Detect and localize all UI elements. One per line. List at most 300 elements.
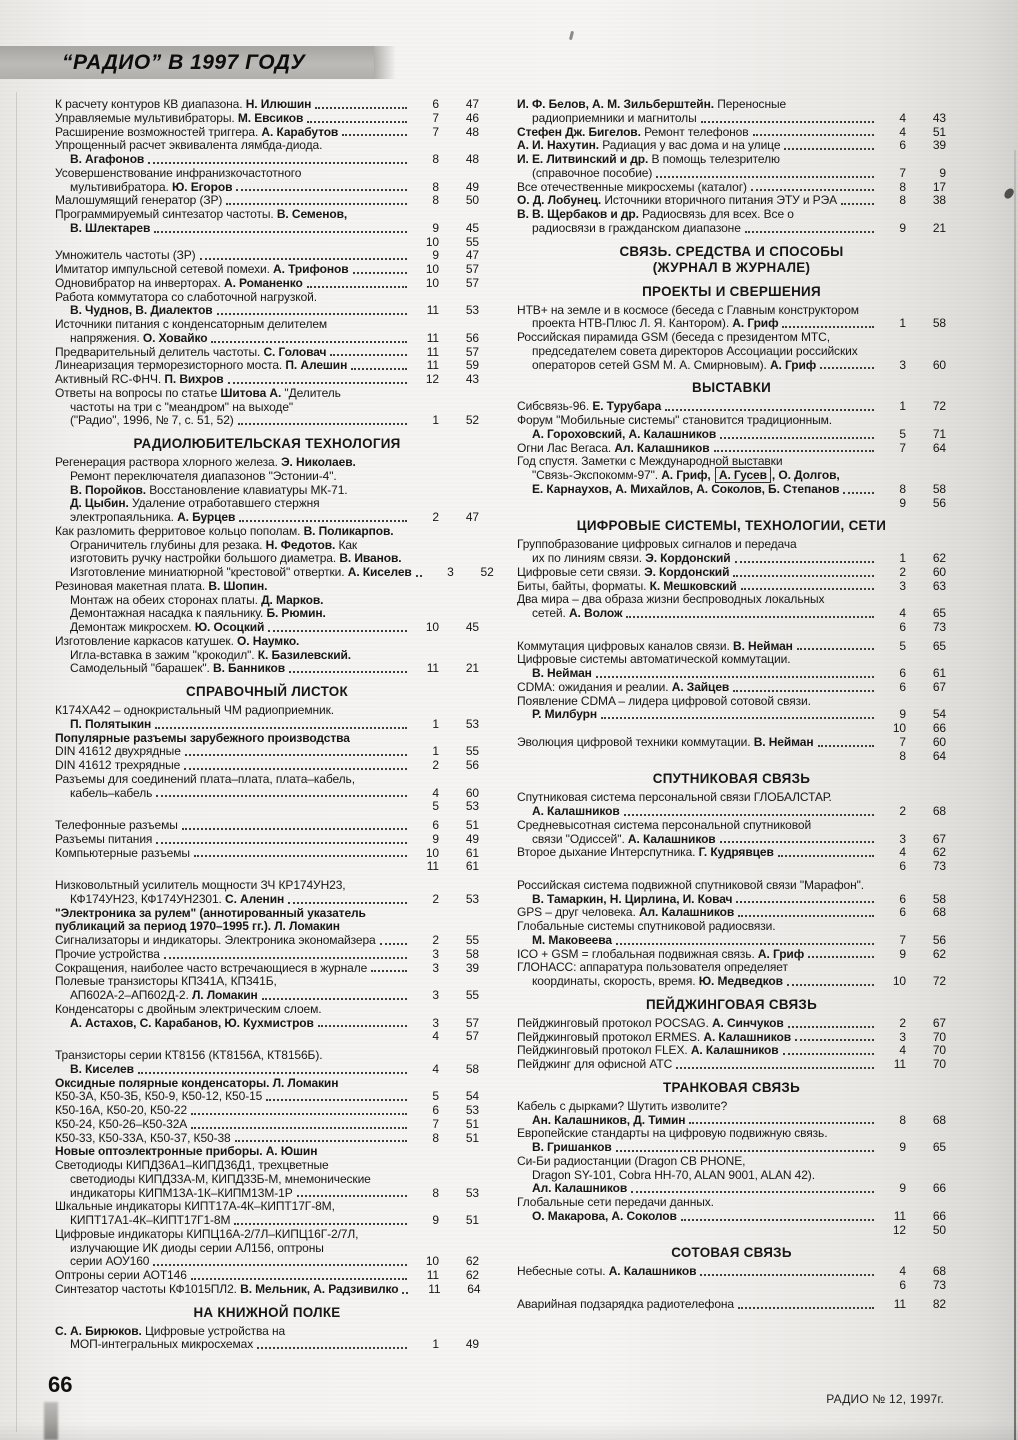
entry-line <box>55 249 479 263</box>
toc-entry <box>55 732 479 746</box>
page-number: 9 <box>939 165 946 180</box>
entry-text: излучающие ИК диоды серии АЛ156, оптроны <box>70 1240 324 1255</box>
issue-number: 5 <box>432 799 439 814</box>
entry-line <box>55 194 479 208</box>
toc-entry <box>55 1104 479 1118</box>
toc-entry <box>55 948 479 962</box>
page-number: 50 <box>932 1222 946 1237</box>
entry-line <box>517 708 946 722</box>
entry-line <box>55 1214 479 1228</box>
entry-text: Си-Би радиостанции (Dragon CB PHONE, <box>517 1153 746 1168</box>
issue-number: 4 <box>899 606 906 620</box>
entry-line <box>55 718 479 732</box>
toc-entry <box>55 1325 479 1353</box>
entry-text: Ответы на вопросы по статье Шитова А. "Делитель <box>55 385 341 400</box>
page-number: 50 <box>465 193 479 208</box>
issue-number: 4 <box>432 1061 439 1076</box>
entry-line <box>55 1118 479 1132</box>
entry-text: Малошумящий генератор (ЗР) <box>55 193 223 208</box>
entry-line <box>517 621 946 635</box>
page-number: 56 <box>465 758 479 772</box>
toc-entry <box>517 139 946 153</box>
page-number: 67 <box>932 831 946 846</box>
leader-space <box>55 800 411 814</box>
entry-line <box>55 934 479 948</box>
page-number: 65 <box>932 638 946 653</box>
section-heading <box>517 244 946 276</box>
dot-leader <box>738 915 874 917</box>
entry-text: ICO + GSM = глобальная подвижная связь. А. Гриф <box>517 946 805 961</box>
page-number: 53 <box>465 716 479 731</box>
entry-text: Конденсаторы с двойным электрическим слоем. <box>55 1001 322 1016</box>
issue-number: 7 <box>899 932 906 947</box>
entry-text: Синтезатор частоты КФ1015ПЛ2. В. Мельник, А. Радзивилко <box>55 1281 399 1296</box>
dot-leader <box>217 313 407 315</box>
entry-line <box>517 208 946 222</box>
entry-text: А. Калашников <box>532 804 620 818</box>
entry-line <box>55 525 479 539</box>
entry-line <box>517 345 946 359</box>
entry-text: операторов сетей GSM М. А. Смирновым). А. Гриф <box>532 357 817 372</box>
toc-entry <box>517 1298 946 1312</box>
dot-leader <box>843 492 874 494</box>
entry-text: Изготовление каркасов катушек. О. Наумко. <box>55 633 300 648</box>
section-heading-line: ПРОЕКТЫ И СВЕРШЕНИЯ <box>642 283 821 299</box>
page-number: 47 <box>465 97 479 111</box>
scan-artifact-streak <box>44 1402 58 1440</box>
toc-entry <box>517 1155 946 1196</box>
scan-artifact-speck <box>569 31 574 40</box>
issue-number: 11 <box>426 661 439 676</box>
toc-entry <box>517 1031 946 1045</box>
entry-line <box>517 1155 946 1169</box>
entry-text: К50-24, К50-26–К50-32А <box>55 1116 188 1131</box>
entry-line <box>517 920 946 934</box>
dot-leader <box>138 1072 407 1074</box>
toc-entry <box>55 1003 479 1044</box>
page-number: 21 <box>932 220 946 235</box>
issue-number: 11 <box>893 1296 906 1311</box>
toc-entry <box>517 304 946 332</box>
entry-line <box>55 318 479 332</box>
entry-line <box>55 277 479 291</box>
page-number-footer: 66 <box>48 1372 73 1397</box>
toc-entry <box>517 126 946 140</box>
issue-number: 4 <box>899 1043 906 1058</box>
entry-text: Монтаж на обеих сторонах платы. Д. Марков. <box>70 592 324 607</box>
entry-text: Полевые транзисторы КП341А, КП341Б, <box>55 974 277 989</box>
entry-line <box>55 346 479 360</box>
toc-entry <box>55 112 479 126</box>
issue-number: 7 <box>899 734 906 749</box>
issue-number: 6 <box>899 619 906 634</box>
page-number: 49 <box>465 1337 479 1352</box>
toc-entry <box>55 346 479 360</box>
leader-space <box>517 621 878 635</box>
toc-entry <box>517 331 946 372</box>
entry-line <box>55 1049 479 1063</box>
issue-number: 8 <box>899 748 906 763</box>
entry-line <box>517 112 946 126</box>
section-heading-line: ТРАНКОВАЯ СВЯЗЬ <box>662 1079 801 1095</box>
entry-line <box>55 833 479 847</box>
page-number: 67 <box>932 1015 946 1030</box>
entry-line <box>55 1104 479 1118</box>
entry-line <box>55 263 479 277</box>
toc-entry <box>55 907 479 935</box>
entry-text: Резиновая макетная плата. В. Шопин. <box>55 578 268 593</box>
entry-text: Сигнализаторы и индикаторы. Электроника экономайзера <box>55 933 376 947</box>
entry-line <box>55 181 479 195</box>
toc-entry <box>55 373 479 387</box>
issue-number: 5 <box>432 1089 439 1104</box>
issue-number: 2 <box>432 891 439 906</box>
toc-entry <box>55 387 479 428</box>
toc-column-right <box>517 98 946 1312</box>
entry-text: В. Тамаркин, Н. Цирлина, И. Ковач <box>532 891 733 906</box>
issue-number: 9 <box>432 831 439 846</box>
page-number: 58 <box>465 1061 479 1076</box>
entry-text: Работа коммутатора со слаботочной нагрузкой. <box>55 289 317 304</box>
entry-text: НТВ+ на земле и в космосе (беседа с Главным конструктором <box>517 302 859 317</box>
page-number: 57 <box>465 344 479 359</box>
entry-line <box>55 1003 479 1017</box>
issue-number: 3 <box>899 831 906 846</box>
issue-number: 11 <box>426 859 439 874</box>
dot-leader <box>808 956 874 958</box>
entry-line <box>55 907 479 921</box>
dot-leader <box>624 814 874 816</box>
page-number: 70 <box>932 1029 946 1044</box>
page-number: 51 <box>465 1130 479 1145</box>
toc-entry <box>517 98 946 126</box>
dot-leader <box>235 1140 407 1142</box>
entry-line <box>55 332 479 346</box>
entry-text: DIN 41612 трехрядные <box>55 758 181 772</box>
boxed-author-name: А. Гусев <box>715 467 771 483</box>
toc-entry <box>55 1200 479 1228</box>
entry-text: их по линиям связи. Э. Кордонский <box>532 551 731 565</box>
dot-leader <box>185 754 407 756</box>
issue-number: 1 <box>899 399 906 414</box>
section-heading-line: СПУТНИКОВАЯ СВЯЗЬ <box>652 771 811 787</box>
entry-text: ("Радио", 1996, № 7, с. 51, 52) <box>70 413 234 428</box>
issue-number: 6 <box>432 1103 439 1117</box>
section-heading <box>55 684 479 700</box>
dot-leader <box>191 1113 407 1115</box>
entry-line <box>517 1210 946 1224</box>
entry-line <box>517 1182 946 1196</box>
entry-line <box>55 759 479 773</box>
toc-entry <box>517 846 946 874</box>
toc-entry <box>517 1044 946 1058</box>
entry-text: Эволюция цифровой техники коммутации. В. Нейман <box>517 734 814 749</box>
leader-space <box>517 860 878 874</box>
entry-text: Линеаризация терморезисторного моста. П. Алешин <box>55 358 348 373</box>
section-heading-line: РАДИОЛЮБИТЕЛЬСКАЯ ТЕХНОЛОГИЯ <box>133 436 401 451</box>
dot-leader <box>380 943 407 945</box>
page-title: “РАДИО” В 1997 ГОДУ <box>62 50 306 74</box>
entry-line <box>517 1031 946 1045</box>
entry-line <box>517 1141 946 1155</box>
toc-entry <box>517 194 946 208</box>
entry-text: Стефен Дж. Бигелов. Ремонт телефонов <box>517 124 749 139</box>
entry-text: АП602А-2–АП602Д-2. Л. Ломакин <box>70 988 258 1002</box>
dot-leader <box>797 648 874 650</box>
page-number: 82 <box>932 1296 946 1311</box>
entry-line <box>55 539 479 553</box>
dot-leader <box>239 520 407 522</box>
entry-line <box>55 1228 479 1242</box>
dot-leader <box>288 902 407 904</box>
entry-text: индикаторы КИПМ13А-1К–КИПМ13М-1Р <box>70 1185 293 1200</box>
page-number: 65 <box>932 606 946 620</box>
entry-text: А. Гороховский, А. Калашников <box>532 426 717 441</box>
issue-number: 5 <box>899 426 906 441</box>
dot-leader <box>753 134 874 136</box>
entry-text: Форум "Мобильные системы" становится традиционным. <box>517 413 833 427</box>
toc-entry <box>517 208 946 236</box>
dot-leader <box>297 1195 407 1197</box>
issue-number: 1 <box>899 316 906 331</box>
toc-entry <box>55 1049 479 1077</box>
entry-line <box>517 695 946 709</box>
dot-leader <box>211 341 407 343</box>
entry-line <box>517 469 946 483</box>
entry-text: Спутниковая система персональной связи ГЛОБАЛСТАР. <box>517 790 832 805</box>
page-number: 39 <box>465 960 479 975</box>
issue-number: 7 <box>432 124 439 139</box>
entry-text: П. Полятыкин <box>70 716 152 731</box>
page-number: 67 <box>932 679 946 694</box>
toc-entry <box>517 1265 946 1293</box>
entry-text: Пейджинг для офисной АТС <box>517 1057 673 1071</box>
entry-text: О. Д. Лобунец. Источники вторичного питания ЭТУ и РЭА <box>517 193 838 208</box>
page-number: 61 <box>465 845 479 860</box>
page-number: 17 <box>932 179 946 194</box>
page-number: 51 <box>465 1213 479 1227</box>
entry-line <box>517 819 946 833</box>
page-number: 56 <box>932 932 946 947</box>
entry-text: Расширение возможностей триггера. А. Карабутов <box>55 124 339 139</box>
entry-text: Предварительный делитель частоты. С. Головач <box>55 344 327 359</box>
entry-line <box>55 1338 479 1352</box>
page-number: 60 <box>932 734 946 749</box>
toc-entry <box>517 695 946 736</box>
issue-number: 11 <box>426 330 439 345</box>
leader-space <box>517 497 878 511</box>
page-number: 53 <box>465 1103 479 1117</box>
entry-text: Появление CDMA – лидера цифровой сотовой связи. <box>517 693 811 708</box>
issue-number: 3 <box>899 357 906 372</box>
entry-text: Имитатор импульсной сетевой помехи. А. Трифонов <box>55 262 349 276</box>
entry-text: Упрощенный расчет эквивалента лямбда-диода. <box>55 138 323 153</box>
scan-edge-shadow-right <box>1014 150 1016 1440</box>
toc-entry <box>55 1145 479 1159</box>
entry-line <box>55 456 479 470</box>
toc-entry <box>517 580 946 594</box>
dot-leader <box>268 630 407 632</box>
section-heading <box>55 436 479 452</box>
issue-number: 11 <box>893 1057 906 1071</box>
section-heading <box>517 771 946 787</box>
issue-number: 6 <box>432 818 439 832</box>
dot-leader <box>266 1099 407 1101</box>
entry-line <box>55 208 479 222</box>
toc-entry <box>517 879 946 907</box>
entry-line <box>517 653 946 667</box>
entry-line <box>517 98 946 112</box>
page-number: 45 <box>465 220 479 235</box>
issue-number: 4 <box>432 785 439 800</box>
toc-entry <box>55 1228 479 1269</box>
page-number: 57 <box>465 262 479 276</box>
dot-leader <box>226 203 407 205</box>
dot-leader <box>191 1278 407 1280</box>
entry-line <box>517 846 946 860</box>
entry-line <box>55 1283 479 1297</box>
section-heading-line: ЦИФРОВЫЕ СИСТЕМЫ, ТЕХНОЛОГИИ, СЕТИ <box>576 518 887 534</box>
toc-entry <box>517 681 946 695</box>
page-number: 45 <box>465 620 479 634</box>
entry-text: Демонтажная насадка к паяльнику. Б. Рюмин. <box>70 606 326 621</box>
page-number: 51 <box>465 1116 479 1131</box>
entry-line <box>55 1063 479 1077</box>
entry-text: Аварийная подзарядка радиотелефона <box>517 1296 735 1311</box>
entry-line <box>55 222 479 236</box>
entry-line <box>55 1017 479 1031</box>
entry-line <box>55 359 479 373</box>
toc-entry <box>517 181 946 195</box>
entry-text: Небесные соты. А. Калашников <box>517 1264 697 1279</box>
toc-entry <box>55 975 479 1003</box>
entry-text: Прочие устройства <box>55 946 160 961</box>
page-number: 56 <box>465 330 479 345</box>
entry-line <box>517 331 946 345</box>
toc-entry <box>517 414 946 442</box>
entry-line <box>517 961 946 975</box>
entry-line <box>517 566 946 580</box>
issue-number: 9 <box>899 707 906 722</box>
toc-entry <box>55 456 479 525</box>
entry-text: Шкальные индикаторы КИПТ17А-4К–КИПТ17Г-8М, <box>55 1199 335 1214</box>
entry-text: Сибсвязь-96. Е. Турубара <box>517 399 662 414</box>
entry-line <box>517 1298 946 1312</box>
issue-number: 9 <box>899 1181 906 1196</box>
entry-text: В. Киселев <box>70 1061 134 1076</box>
entry-text: публикаций за период 1970–1995 гг.). Л. Ломакин <box>55 919 340 934</box>
issue-number: 1 <box>432 716 439 731</box>
page-number: 47 <box>465 248 479 263</box>
toc-entry <box>517 906 946 920</box>
issue-number: 11 <box>428 1281 441 1296</box>
toc-entry <box>517 819 946 847</box>
dot-leader <box>616 1150 874 1152</box>
entry-text: Р. Милбурн <box>532 707 598 722</box>
entry-text: напряжения. О. Ховайко <box>70 330 208 345</box>
dot-leader <box>751 189 874 191</box>
page-number: 73 <box>932 859 946 873</box>
toc-entry <box>55 98 479 112</box>
entry-line <box>517 667 946 681</box>
issue-number: 1 <box>432 744 439 759</box>
dot-leader <box>200 258 407 260</box>
entry-line <box>517 153 946 167</box>
issue-number: 10 <box>892 721 906 735</box>
entry-line <box>55 552 479 566</box>
toc-entry <box>55 167 479 195</box>
page-number: 57 <box>465 1015 479 1030</box>
issue-number: 9 <box>432 1213 439 1227</box>
dot-leader <box>626 616 874 618</box>
toc-entry <box>55 249 479 263</box>
toc-entry <box>55 1090 479 1104</box>
entry-line <box>55 773 479 787</box>
page-number: 55 <box>465 744 479 759</box>
entry-text: мультивибратора. Ю. Егоров <box>70 179 233 194</box>
entry-text: КИПТ17А1-4К–КИПТ17Г1-8М <box>70 1213 231 1227</box>
entry-text: светодиоды КИПД33А-М, КИПД33Б-М, мнемонические <box>70 1171 371 1186</box>
section-heading-line: СПРАВОЧНЫЙ ЛИСТОК <box>186 684 348 699</box>
entry-text: CDMA: ожидания и реалии. А. Зайцев <box>517 679 730 694</box>
leader-space <box>517 750 878 764</box>
entry-line <box>55 732 479 746</box>
entry-line <box>55 847 479 861</box>
issue-number: 6 <box>899 1278 906 1292</box>
dot-leader <box>631 1191 874 1193</box>
page-number: 51 <box>465 818 479 832</box>
entry-text: DIN 41612 двухрядные <box>55 744 181 759</box>
dot-leader <box>733 690 874 692</box>
entry-text: А. И. Нахутин. Радиация у вас дома и на улице <box>517 138 781 153</box>
page-number: 70 <box>932 1043 946 1058</box>
entry-text: радиоприемники и магнитолы <box>532 110 697 125</box>
entry-line <box>517 593 946 607</box>
section-heading-line: СВЯЗЬ. СРЕДСТВА И СПОСОБЫ <box>619 243 844 259</box>
issue-number: 12 <box>892 1222 906 1237</box>
page-number: 64 <box>932 748 946 763</box>
page-number: 60 <box>465 785 479 800</box>
leader-space <box>517 1279 878 1293</box>
entry-text: Программируемый синтезатор частоты. В. Семенов, <box>55 207 348 221</box>
issue-number: 8 <box>899 481 906 496</box>
issue-number: 7 <box>899 440 906 455</box>
entry-line <box>517 538 946 552</box>
dot-leader <box>818 745 875 747</box>
toc-entry <box>517 653 946 681</box>
leader-space <box>517 722 878 736</box>
issue-number: 9 <box>899 1140 906 1154</box>
entry-line <box>517 139 946 153</box>
issue-number: 7 <box>899 165 906 180</box>
issue-number: 6 <box>899 138 906 153</box>
entry-line <box>517 948 946 962</box>
issue-number: 3 <box>899 578 906 593</box>
page-number: 58 <box>465 946 479 961</box>
entry-text: А. Астахов, С. Карабанов, Ю. Кухмистров <box>70 1015 314 1030</box>
toc-entry <box>55 359 479 373</box>
page-number: 58 <box>932 891 946 906</box>
page-number: 43 <box>465 372 479 386</box>
entry-line <box>55 1255 479 1269</box>
entry-text: "Связь-Экспокомм-97". А. Гриф, А. Гусев , О. Долгов, <box>532 468 840 482</box>
scan-bottom-shadow <box>0 1422 1018 1440</box>
entry-text: Второе дыхание Интерспутника. Г. Кудрявцев <box>517 845 774 860</box>
issue-number: 4 <box>432 1029 439 1044</box>
entry-text: Ал. Калашников <box>532 1181 628 1196</box>
toc-entry <box>55 194 479 208</box>
entry-text: В. Поройков. Восстановление клавиатуры МК-71. <box>70 482 348 497</box>
